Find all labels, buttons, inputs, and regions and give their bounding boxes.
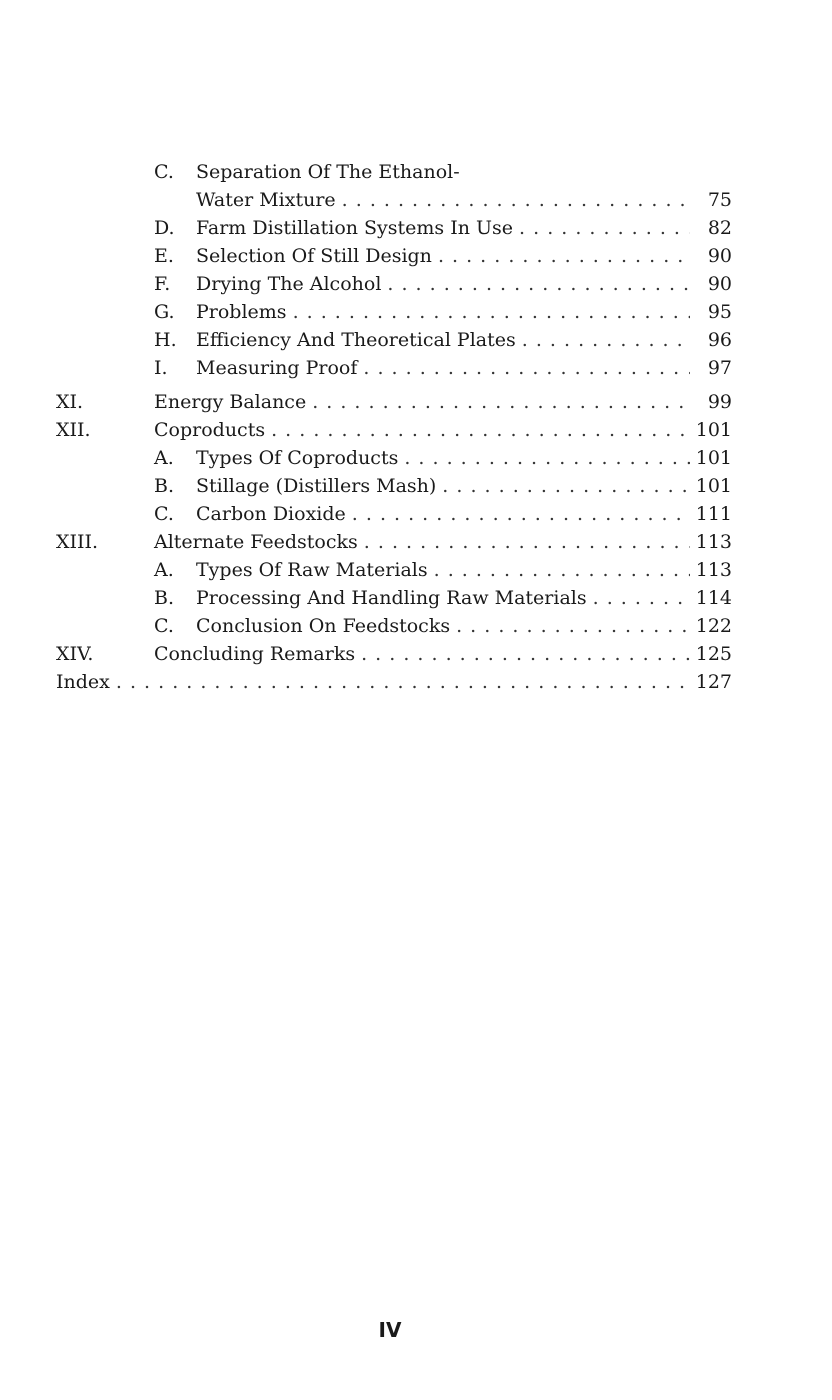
toc-entry-letter: B. — [154, 475, 175, 497]
toc-entry-page: 101 — [695, 447, 732, 469]
toc-entry-page: 75 — [707, 189, 732, 211]
toc-entry — [56, 556, 732, 584]
toc-entry-letter: F. — [154, 273, 171, 295]
dot-leader — [438, 242, 690, 270]
toc-entry-page: 90 — [707, 273, 732, 295]
dot-leader — [293, 298, 690, 326]
toc-entry-letter: B. — [154, 587, 175, 609]
dot-leader — [593, 584, 690, 612]
toc-entry-title: Drying The Alcohol — [196, 273, 382, 295]
toc-entry-title: Carbon Dioxide — [196, 503, 346, 525]
dot-leader — [522, 326, 690, 354]
toc-entry-letter: A. — [154, 447, 174, 469]
toc-entry-title: Conclusion On Feedstocks — [196, 615, 451, 637]
table-of-contents — [56, 158, 732, 696]
toc-entry-letter: H. — [154, 329, 177, 351]
toc-entry-title: Water Mixture — [196, 189, 336, 211]
toc-entry-page: 122 — [695, 615, 732, 637]
toc-entry-numeral: XIV. — [56, 643, 94, 665]
toc-entry-letter: A. — [154, 559, 174, 581]
toc-entry-page: 82 — [707, 217, 732, 239]
toc-entry — [56, 354, 732, 382]
toc-entry-title: Processing And Handling Raw Materials — [196, 587, 587, 609]
toc-entry-letter: C. — [154, 615, 174, 637]
toc-entry-title: Problems — [196, 301, 287, 323]
toc-entry-page: 125 — [695, 643, 732, 665]
toc-entry — [56, 242, 732, 270]
toc-entry — [56, 186, 732, 214]
toc-entry-title: Energy Balance — [154, 391, 307, 413]
toc-entry-title: Coproducts — [154, 419, 266, 441]
toc-entry-letter: C. — [154, 503, 174, 525]
toc-entry-numeral: XIII. — [56, 531, 99, 553]
toc-entry — [56, 270, 732, 298]
toc-entry-title: Efficiency And Theoretical Plates — [196, 329, 516, 351]
toc-entry-page: 99 — [707, 391, 732, 413]
dot-leader — [361, 640, 690, 668]
toc-entry-page: 127 — [695, 671, 732, 693]
toc-entry — [56, 500, 732, 528]
toc-entry-letter: I. — [154, 357, 168, 379]
dot-leader — [364, 528, 690, 556]
toc-entry — [56, 444, 732, 472]
toc-entry-title: Selection Of Still Design — [196, 245, 432, 267]
toc-entry — [56, 214, 732, 242]
toc-entry-page: 114 — [695, 587, 732, 609]
toc-entry-letter: C. — [154, 161, 174, 183]
toc-entry — [56, 640, 732, 668]
toc-entry — [56, 326, 732, 354]
toc-entry — [56, 388, 732, 416]
toc-entry — [56, 298, 732, 326]
toc-entry-title: Farm Distillation Systems In Use — [196, 217, 514, 239]
toc-entry-page: 101 — [695, 475, 732, 497]
toc-entry — [56, 612, 732, 640]
toc-entry-page: 101 — [695, 419, 732, 441]
toc-entry-page: 90 — [707, 245, 732, 267]
dot-leader — [116, 668, 690, 696]
toc-entry-title: Stillage (Distillers Mash) — [196, 475, 437, 497]
dot-leader — [342, 186, 690, 214]
toc-entry-title: Index — [56, 671, 110, 693]
toc-entry-page: 95 — [707, 301, 732, 323]
dot-leader — [387, 270, 690, 298]
toc-entry-title: Measuring Proof — [196, 357, 358, 379]
toc-entry-title: Alternate Feedstocks — [154, 531, 358, 553]
toc-entry-numeral: XII. — [56, 419, 91, 441]
toc-entry-page: 113 — [695, 559, 732, 581]
toc-entry — [56, 668, 732, 696]
toc-entry-title: Concluding Remarks — [154, 643, 356, 665]
dot-leader — [434, 556, 690, 584]
dot-leader — [312, 388, 690, 416]
toc-entry — [56, 472, 732, 500]
toc-entry-page: 113 — [695, 531, 732, 553]
dot-leader — [363, 354, 690, 382]
toc-entry — [56, 584, 732, 612]
toc-entry-letter: E. — [154, 245, 174, 267]
toc-entry-letter: G. — [154, 301, 175, 323]
dot-leader — [456, 612, 690, 640]
toc-entry-numeral: XI. — [56, 391, 84, 413]
dot-leader — [519, 214, 690, 242]
toc-entry-letter: D. — [154, 217, 175, 239]
toc-entry-title: Separation Of The Ethanol- — [196, 161, 460, 183]
toc-entry-page: 96 — [707, 329, 732, 351]
page-number-label: IV — [378, 1318, 402, 1342]
dot-leader — [404, 444, 689, 472]
dot-leader — [271, 416, 690, 444]
toc-entry — [56, 528, 732, 556]
toc-entry-title: Types Of Raw Materials — [196, 559, 428, 581]
dot-leader — [352, 500, 690, 528]
toc-entry-page: 111 — [695, 503, 732, 525]
toc-entry — [56, 158, 732, 186]
toc-entry-title: Types Of Coproducts — [196, 447, 399, 469]
toc-entry — [56, 416, 732, 444]
dot-leader — [442, 472, 689, 500]
toc-entry-page: 97 — [707, 357, 732, 379]
